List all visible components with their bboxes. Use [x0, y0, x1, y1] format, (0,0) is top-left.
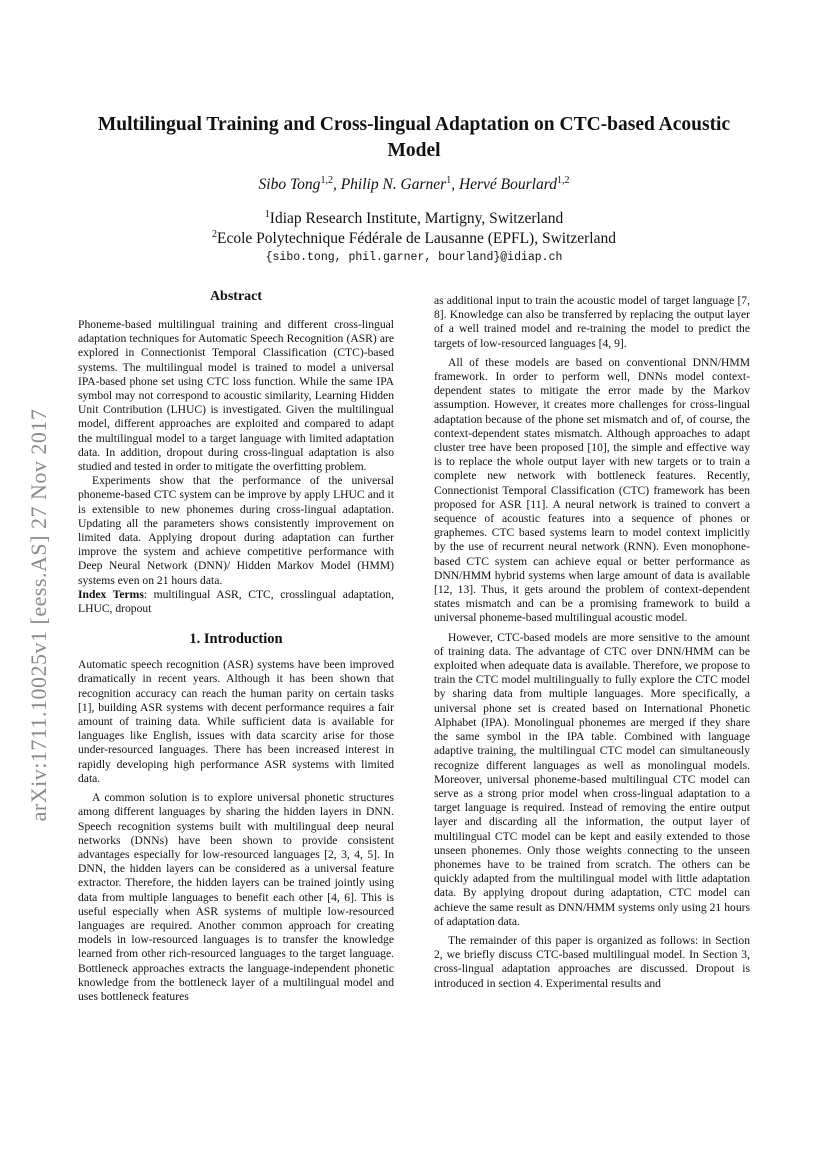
author-affiliation-marker: 1,2 — [556, 175, 570, 186]
index-terms-label: Index Terms — [78, 587, 144, 601]
body-paragraph: All of these models are based on conventional DNN/HMM framework. In order to perform well, DNNs model context-dependent states to mitigate the error made by the Markov assumption. However, it creates more challenges for cross-lingual adaptation because of the phone set mismatch and of, of course, the context-dependent states mismatch. Although approaches to adapt cluster tree have been proposed [10], the simple and effective way is to replace the whole output layer with new targets or to train a complete new network with bottleneck features. Recently, Connectionist Temporal Classification (CTC) framework has been proposed for ASR [11]. A neural network is trained to convert a sequence of acoustic features into a sequence of phones or graphemes. CTC based systems learn to model context implicitly by the use of recurrent neural network (RNN). Even monophone-based CTC system can achieve equal or better performance as DNN/HMM hybrid systems when large amount of data is available [12, 13]. Thus, it gets around the problem of context-dependent states mismatch and can be a promising framework to build a universal phoneme-based multilingual acoustic model. — [434, 355, 750, 625]
index-terms-text: : multilingual ASR, CTC, crosslingual adaptation, LHUC, dropout — [78, 587, 394, 616]
paper-title: Multilingual Training and Cross-lingual Adaptation on CTC-based Acoustic Model — [97, 114, 731, 161]
author-name: Hervé Bourlard — [458, 176, 557, 194]
right-column — [434, 294, 750, 991]
author-name: Philip N. Garner — [340, 176, 447, 194]
body-paragraph: A common solution is to explore universal phonetic structures among different languages by sharing the hidden layers in DNN. Speech recognition systems built with multilingual deep neural networks (DNNs) have been shown to provide consistent advantages especially for low-resourced languages [2, 3, 4, 5]. In DNN, the hidden layers can be considered as a universal feature extractor. Therefore, the hidden layers can be trained jointly using data from multiple languages to benefit each other [4, 6]. This is useful especially when ASR systems of multiple low-resourced languages are required. Another common approach for creating models in low-resourced languages is to transfer the knowledge learned from other rich-resourced languages to the target language. Bottleneck approaches extracts the language-independent phonetic knowledge from the bottleneck layer of a multilingual model and uses bottleneck features — [78, 791, 394, 1003]
abstract-heading: Abstract — [209, 289, 263, 304]
arxiv-stamp-text: arXiv:1711.10025v1 [eess.AS] 27 Nov 2017 — [26, 408, 51, 822]
body-paragraph: The remainder of this paper is organized as follows: in Section 2, we briefly discuss CTC-based multilingual model. In Section 3, cross-lingual adaptation approaches are discussed. Dropout is introduced in section 4. Experimental results and — [434, 933, 750, 990]
author-emails: {sibo.tong, phil.garner, bourland}@idiap.ch — [265, 251, 563, 264]
author-affiliation-marker: 1,2 — [320, 175, 333, 186]
abstract-paragraph: Phoneme-based multilingual training and different cross-lingual adaptation techniques for Automatic Speech Recognition (ASR) are explored in Connectionist Temporal Classification (CTC)-based systems. The multilingual model is trained to model a universal IPA-based phone set using CTC loss function. While the same IPA symbol may not correspond to acoustic similarity, Learning Hidden Unit Contribution (LHUC) is investigated. Given the multilingual model, different approaches are exploited and compared to adapt the multilingual model to a target language with limited adaptation data. In addition, dropout during cross-lingual adaptation is also studied and tested in order to mitigate the overfitting problem. — [78, 318, 394, 474]
introduction-heading: 1. Introduction — [189, 631, 283, 648]
author-list: Sibo Tong$^{1,2}$, Philip N. Garner$^1$, Hervé Bourlard$^{1,2}$ — [258, 175, 570, 194]
affiliation-1: $^1$Idiap Research Institute, Martigny, Switzerland — [264, 209, 564, 228]
author-affiliation-marker: 1 — [446, 175, 452, 186]
body-paragraph: Automatic speech recognition (ASR) systems have been improved dramatically in recent years. Although it has been shown that recognition accuracy can reach the human parity on certain tasks [1], building ASR systems with decent performance requires a fair amount of training data. While sufficient data is available for languages like English, issues with data scarcity arise for those under-resourced languages. There has been increased interest in rapidly developing high performance ASR systems with limited data. — [78, 658, 394, 785]
affiliation-2: $^2$Ecole Polytechnique Fédérale de Lausanne (EPFL), Switzerland — [212, 229, 616, 248]
abstract-paragraph: Experiments show that the performance of the universal phoneme-based CTC system can be improve by apply LHUC and it is extensible to new phonemes during cross-lingual adaptation. Updating all the parameters shows consistently improvement on limited data. Applying dropout during adaptation can further improve the system and achieve competitive performance with Deep Neural Network (DNN)/ Hidden Markov Model (HMM) systems even on 21 hours data. — [78, 474, 394, 587]
left-column — [78, 288, 394, 1004]
body-paragraph: However, CTC-based models are more sensitive to the amount of training data. The advantage of CTC over DNN/HMM can be exploited when adequate data is available. Therefore, we propose to train the CTC model multilingually to fully explore the CTC model by sharing data from multiple languages. More specifically, a universal phone set is created based on International Phonetic Alphabet (IPA). Monolingual phonemes are merged if they share the same symbol in the IPA table. Combined with language adaptive training, the multilingual CTC model can simultaneously recognize different languages as well as monolingual models. Moreover, universal phoneme-based multilingual CTC model can serve as a strong prior model when cross-lingual adaptation to a target language is required. Instead of removing the entire output layer and discarding all the information, the output layer of multilingual CTC model can be kept and easily extended to those unseen phonemes. Only those weights connecting to the unseen phonemes have to be trained from scratch. The others can be quickly adapted from the multilingual model with little adaptation data. By applying dropout during adaptation, CTC model can achieve the same result as DNN/HMM systems only using 21 hours of adaptation data. — [434, 630, 750, 928]
index-terms — [78, 588, 394, 616]
author-name: Sibo Tong — [258, 176, 321, 194]
body-paragraph: as additional input to train the acoustic model of target language [7, 8]. Knowledge can also be transferred by replacing the output layer of a well trained model and re-training the model to predict the targets of low-resourced languages [4, 9]. — [434, 294, 750, 350]
arxiv-identifier-stamp — [26, 355, 52, 875]
